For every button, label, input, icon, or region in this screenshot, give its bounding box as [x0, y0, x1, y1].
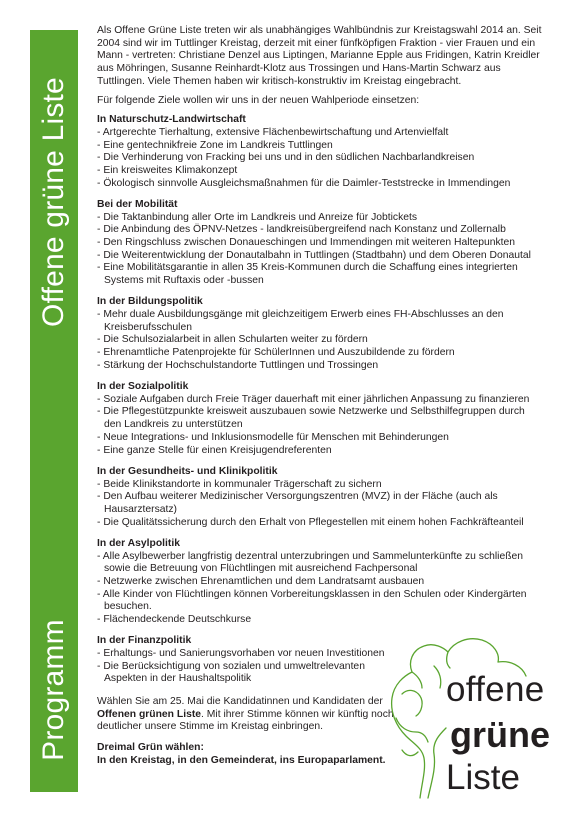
- section-item: - Neue Integrations- und Inklusionsmodelle für Menschen mit Behinderungen: [97, 432, 543, 445]
- section-item: - Den Ringschluss zwischen Donaueschingen und Immendingen mit weiteren Haltepunkten: [97, 237, 543, 250]
- section-item: - Ehrenamtliche Patenprojekte für SchülerInnen und Auszubildende zu fördern: [97, 347, 543, 360]
- section-item: - Soziale Aufgaben durch Freie Träger dauerhaft mit einer jährlichen Anpassung zu finanzieren: [97, 394, 543, 407]
- section-item: - Die Anbindung des ÖPNV-Netzes - landkreisübergreifend nach Konstanz und Zollernalb: [97, 224, 543, 237]
- section-item: - Die Qualitätssicherung durch den Erhalt von Pflegestellen mit einem hohen Fachkräfteanteil: [97, 517, 543, 530]
- section-item: - Ökologisch sinnvolle Ausgleichsmaßnahmen für die Daimler-Teststrecke in Immendingen: [97, 178, 543, 191]
- section-item: - Alle Kinder von Flüchtlingen können Vorbereitungsklassen in den Schulen oder Kindergärten besuchen.: [97, 589, 543, 614]
- section-item: - Mehr duale Ausbildungsgänge mit gleichzeitigem Erwerb eines FH-Abschlusses an den Kreisberufsschulen: [97, 309, 543, 334]
- closing-party-name: Offenen grünen Liste: [97, 708, 202, 720]
- call-to-action-text: In den Kreistag, in den Gemeinderat, ins Europaparlament.: [97, 754, 386, 766]
- sidebar-program-label: Programm: [37, 619, 70, 761]
- sidebar-title: Offene grüne Liste: [37, 77, 70, 327]
- program-section: [97, 114, 543, 190]
- program-section: [97, 381, 543, 457]
- section-item: - Die Taktanbindung aller Orte im Landkreis und Anreize für Jobtickets: [97, 212, 543, 225]
- section-title: In der Finanzpolitik: [97, 635, 192, 647]
- logo-word-offene: offene: [446, 670, 545, 709]
- section-item: - Die Pflegestützpunkte kreisweit auszubauen sowie Netzwerke und Selbsthilfegruppen durch den Landkreis zu unterstützen: [97, 406, 543, 431]
- section-items: [97, 648, 392, 686]
- section-item: - Die Berücksichtigung von sozialen und umweltrelevanten Aspekten in der Haushaltspolitik: [97, 661, 392, 686]
- section-item: - Artgerechte Tierhaltung, extensive Flächenbewirtschaftung und Artenvielfalt: [97, 127, 543, 140]
- program-section: [97, 538, 543, 627]
- section-item: - Stärkung der Hochschulstandorte Tuttlingen und Trossingen: [97, 360, 543, 373]
- logo-word-liste: Liste: [446, 758, 520, 797]
- section-title: Bei der Mobilität: [97, 198, 178, 210]
- section-title: In der Bildungspolitik: [97, 296, 203, 308]
- sections: [97, 114, 543, 686]
- section-title: In der Gesundheits- und Klinikpolitik: [97, 465, 278, 477]
- section-title: In der Sozialpolitik: [97, 381, 189, 393]
- section-item: - Die Weiterentwicklung der Donautalbahn in Tuttlingen (Stadtbahn) und dem Oberen Donautal: [97, 250, 543, 263]
- program-section: [97, 296, 543, 372]
- section-items: [97, 309, 543, 373]
- program-section: [97, 199, 543, 288]
- closing-text-after: . Mit ihrer Stimme können wir künftig noch deutlicher unsere Stimme im Kreistag einbringen.: [97, 708, 394, 733]
- logo-word-gruene: grüne: [450, 714, 551, 755]
- section-items: [97, 551, 543, 627]
- section-item: - Den Aufbau weiterer Medizinischer Versorgungszentren (MVZ) in der Fläche (auch als Hausarztersatz): [97, 491, 543, 516]
- section-item: - Erhaltungs- und Sanierungsvorhaben vor neuen Investitionen: [97, 648, 392, 661]
- closing-paragraph: [97, 696, 397, 734]
- section-item: - Die Schulsozialarbeit in allen Schularten weiter zu fördern: [97, 334, 543, 347]
- party-logo: [382, 632, 562, 802]
- closing-text-before: Wählen Sie am 25. Mai die Kandidatinnen und Kandidaten der: [97, 696, 383, 708]
- section-items: [97, 479, 543, 530]
- section-item: - Beide Klinikstandorte in kommunaler Trägerschaft zu sichern: [97, 479, 543, 492]
- section-item: - Eine Mobilitätsgarantie in allen 35 Kreis-Kommunen durch die Schaffung eines integrierten Systems mit Ruftaxis oder -bussen: [97, 262, 543, 287]
- section-title: In der Asylpolitik: [97, 537, 180, 549]
- section-item: - Alle Asylbewerber langfristig dezentral unterzubringen und Sammelunterkünfte zu schließen sowie die Betreuung von Flüchtlingen mit ausreichend Fachpersonal: [97, 551, 543, 576]
- section-items: [97, 212, 543, 288]
- call-to-action-title: Dreimal Grün wählen:: [97, 742, 204, 754]
- section-title: In Naturschutz-Landwirtschaft: [97, 114, 246, 126]
- section-items: [97, 127, 543, 191]
- section-item: - Eine ganze Stelle für einen Kreisjugendreferenten: [97, 445, 543, 458]
- section-item: - Netzwerke zwischen Ehrenamtlichen und dem Landratsamt ausbauen: [97, 576, 543, 589]
- section-item: - Eine gentechnikfreie Zone im Landkreis Tuttlingen: [97, 140, 543, 153]
- intro-paragraph: Als Offene Grüne Liste treten wir als unabhängiges Wahlbündnis zur Kreistagswahl 2014 an. Seit 2004 sind wir im Tuttlinger Kreistag, derzeit mit einer fünfköpfigen Fraktion - vier Frauen und ein Mann - vertreten: Christiane Denzel aus Liptingen, Marianne Epple aus Fridingen, Katrin Kreidler aus Möhringen, Susanne Reinhardt-Klotz aus Trossingen und Hans-Martin Schwarz aus Tuttlingen. Viele Themen haben wir kritisch-konstruktiv im Kreistag eingebracht.: [97, 25, 542, 87]
- section-item: - Ein kreisweites Klimakonzept: [97, 165, 543, 178]
- section-item: - Die Verhinderung von Fracking bei uns und in den südlichen Nachbarlandkreisen: [97, 152, 543, 165]
- section-items: [97, 394, 543, 458]
- sidebar-banner: [30, 30, 78, 792]
- section-item: - Flächendeckende Deutschkurse: [97, 614, 543, 627]
- program-section: [97, 466, 543, 530]
- lead-sentence: Für folgende Ziele wollen wir uns in der neuen Wahlperiode einsetzen:: [97, 94, 420, 106]
